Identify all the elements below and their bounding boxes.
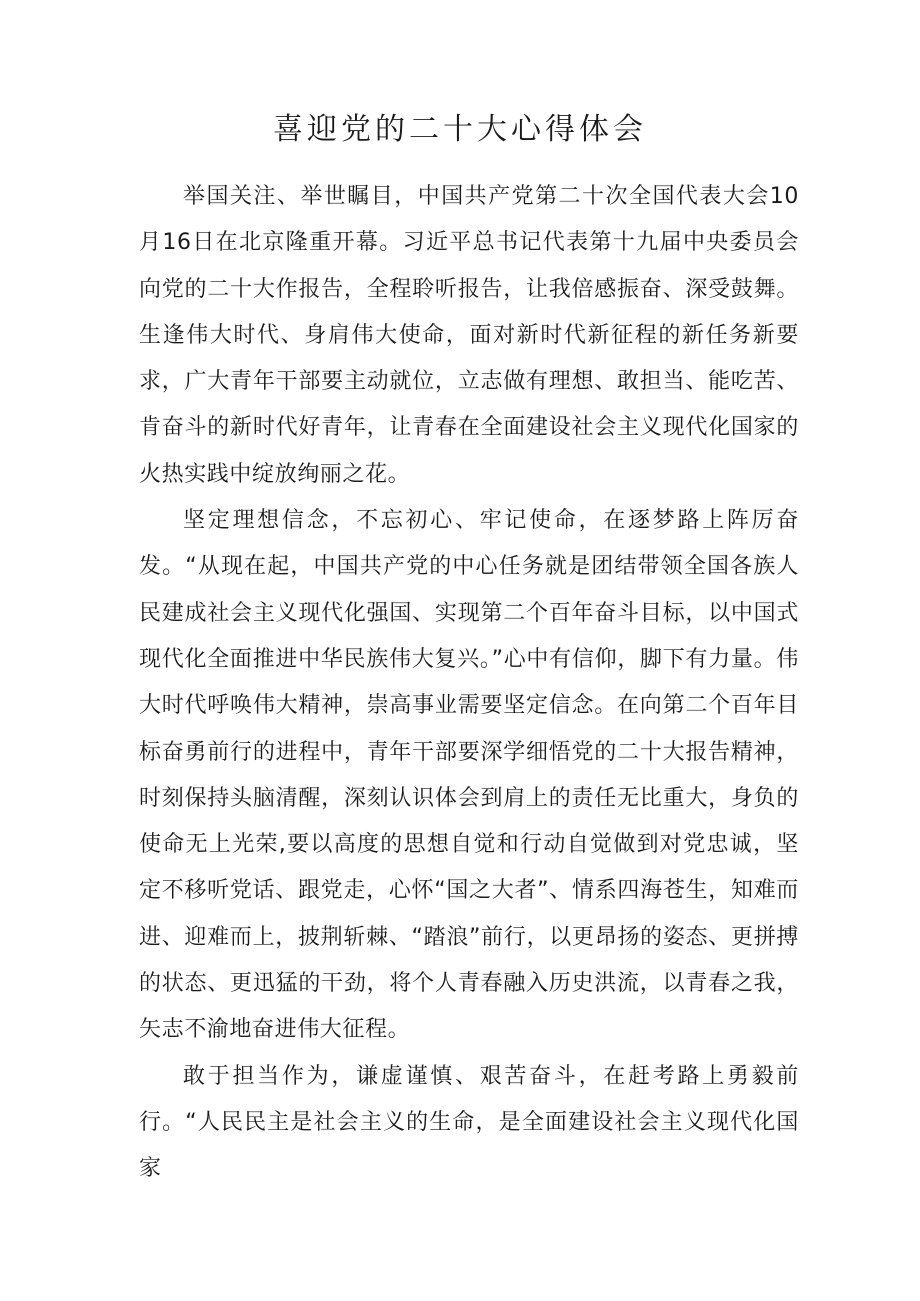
paragraph-1: 举国关注、举世瞩目，中国共产党第二十次全国代表大会10月16日在北京隆重开幕。习近平总书记代表第十九届中央委员会向党的二十大作报告，全程聆听报告，让我倍感振奋、深受鼓舞。生逢伟大时代、身肩伟大使命，面对新时代新征程的新任务新要求，广大青年干部要主动就位，立志做有理想、敢担当、能吃苦、肯奋斗的新时代好青年，让青春在全面建设社会主义现代化国家的火热实践中绽放绚丽之花。 [139,184,799,487]
document-title: 喜迎党的二十大心得体会 [273,112,647,147]
document-body [139,174,799,1193]
paragraph-3: 敢于担当作为，谦虚谨慎、艰苦奋斗，在赶考路上勇毅前行。“人民民主是社会主义的生命，是全面建设社会主义现代化国家 [139,1063,799,1182]
paragraph-2: 坚定理想信念，不忘初心、牢记使命，在逐梦路上阵厉奋发。“从现在起，中国共产党的中心任务就是团结带领全国各族人民建成社会主义现代化强国、实现第二个百年奋斗目标，以中国式现代化全面推进中华民族伟大复兴。”心中有信仰，脚下有力量。伟大时代呼唤伟大精神，崇高事业需要坚定信念。在向第二个百年目标奋勇前行的进程中，青年干部要深学细悟党的二十大报告精神，时刻保持头脑清醒，深刻认识体会到肩上的责任无比重大，身负的使命无上光荣,要以高度的思想自觉和行动自觉做到对党忠诚，坚定不移听党话、跟党走，心怀“国之大者”、情系四海苍生，知难而进、迎难而上，披荆斩棘、“踏浪”前行，以更昂扬的姿态、更拼搏的状态、更迅猛的干劲，将个人青春融入历史洪流，以青春之我，矢志不渝地奋进伟大征程。 [139,508,799,1043]
